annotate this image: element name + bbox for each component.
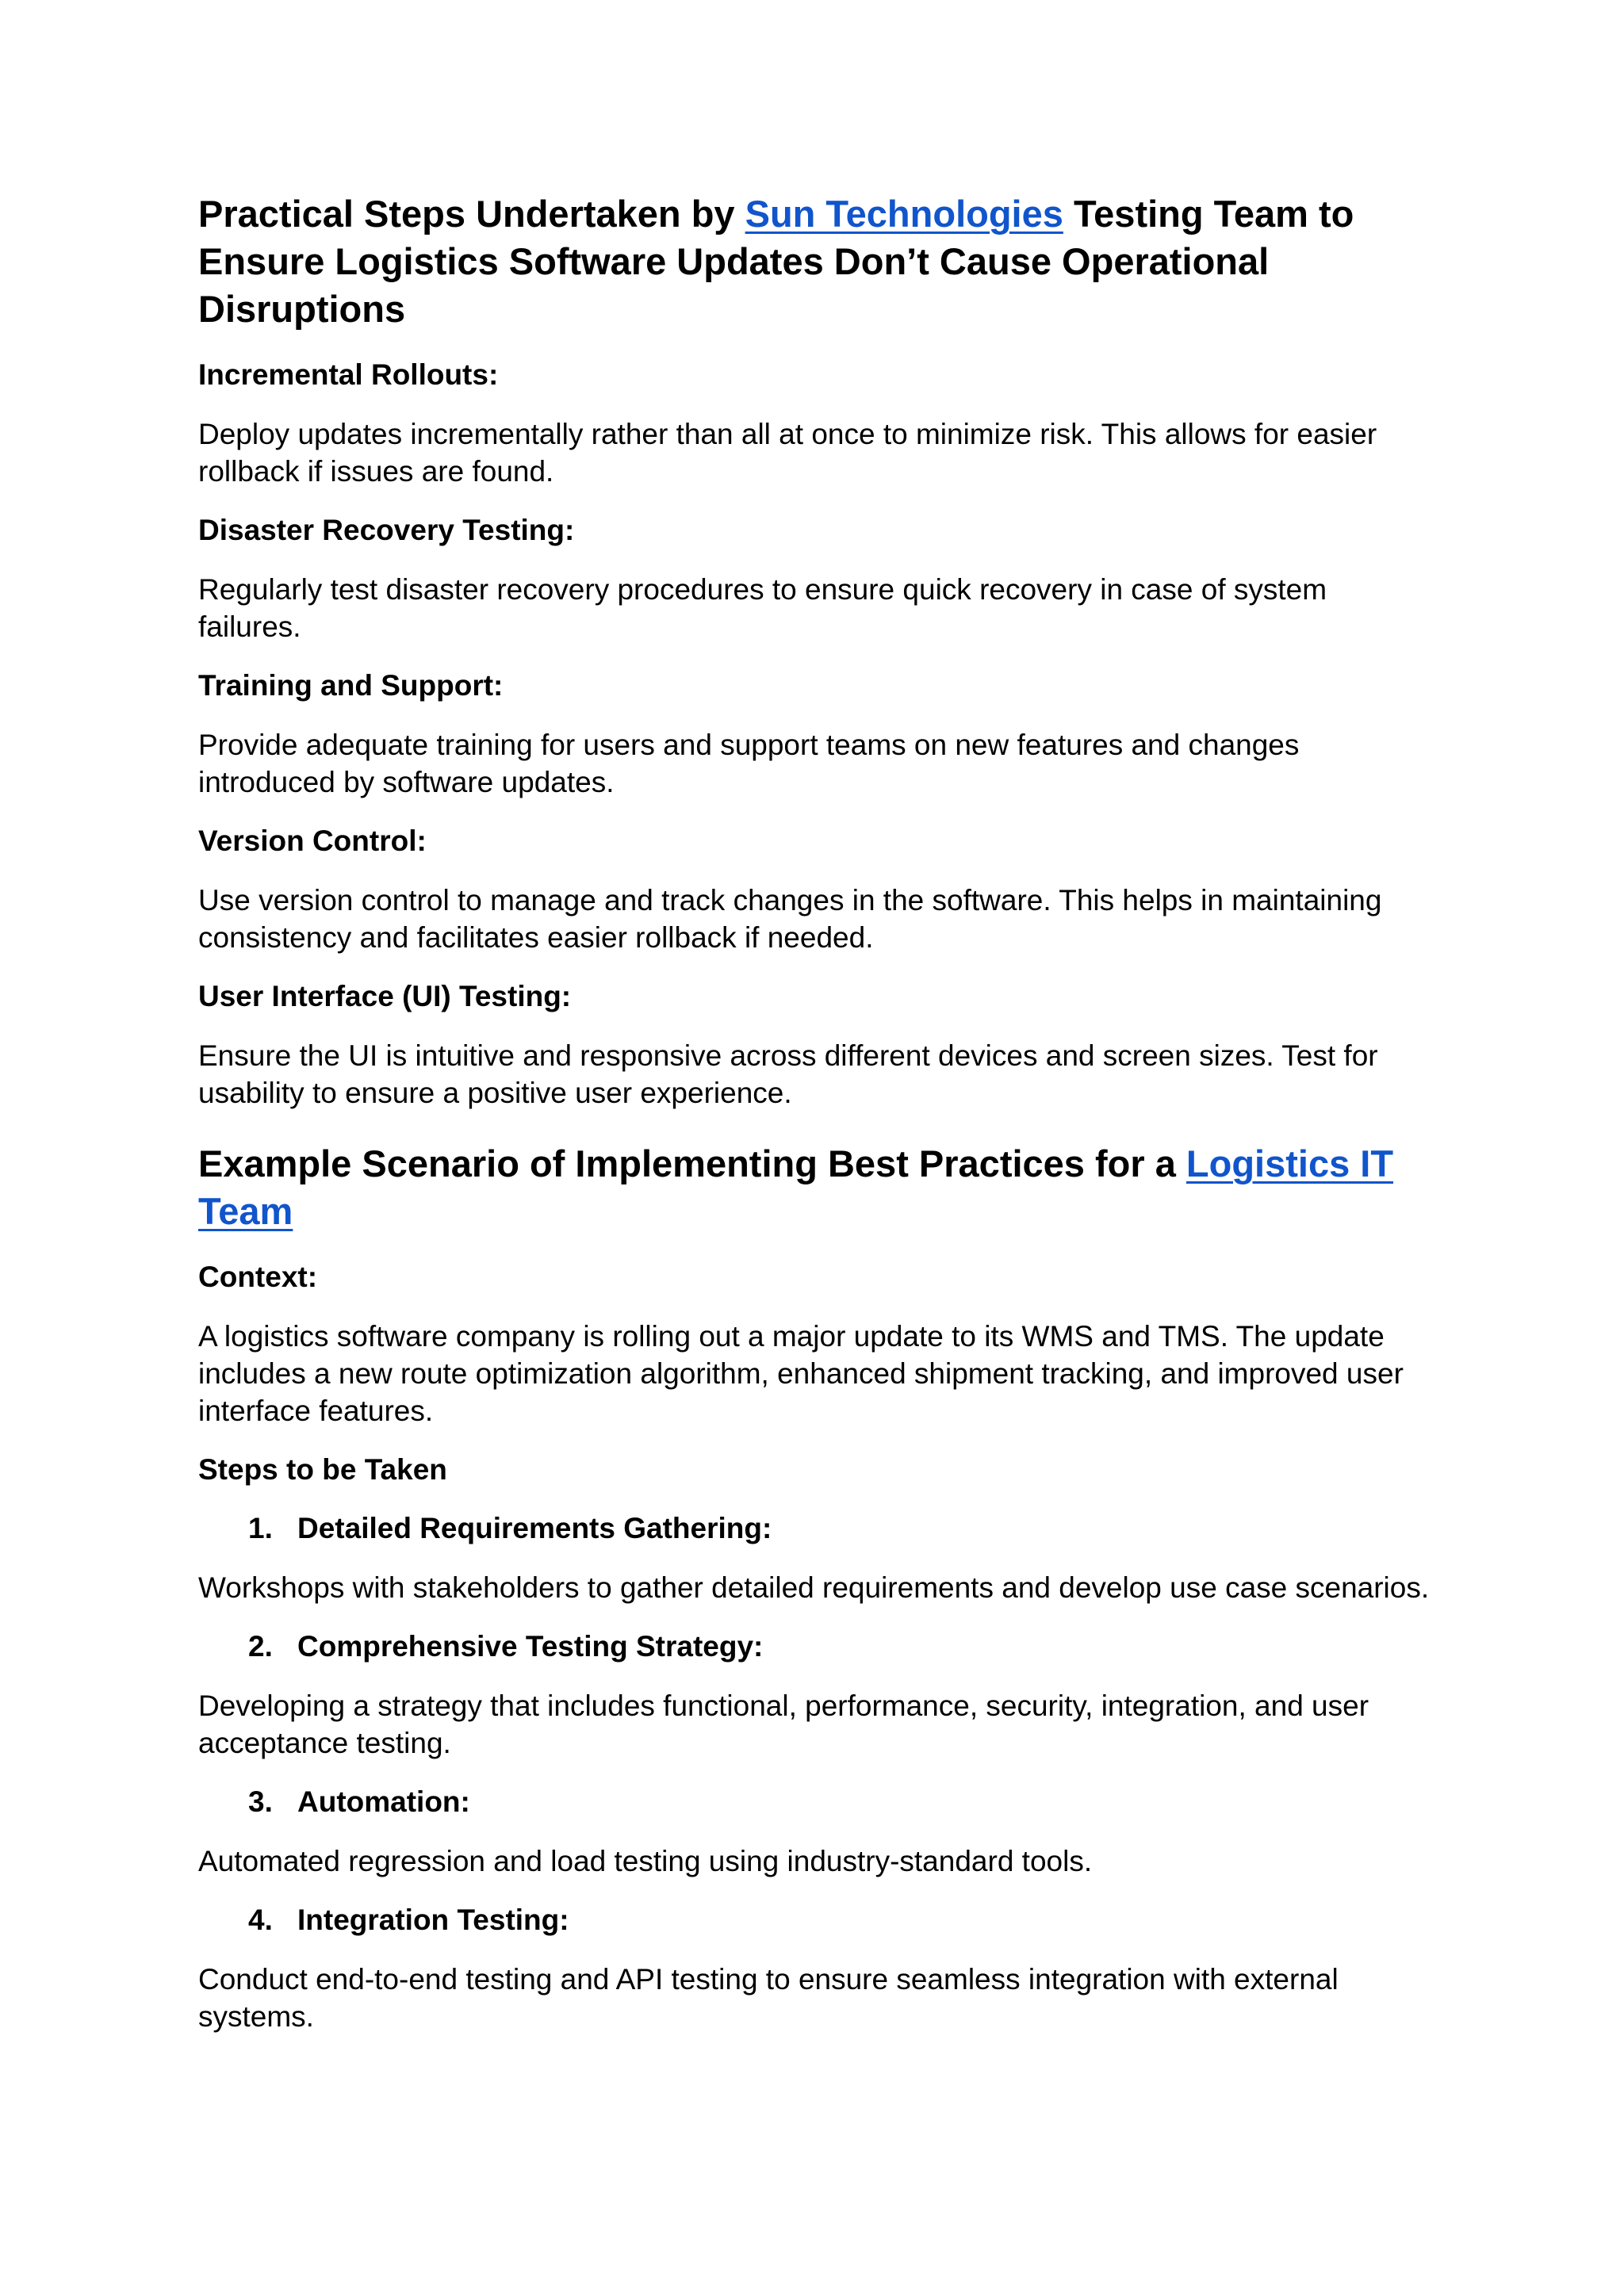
practice-body: Regularly test disaster recovery procedures to ensure quick recovery in case of system failures. xyxy=(198,573,1327,643)
practice-body: Deploy updates incrementally rather than all at once to minimize risk. This allows for easier rollback if issues are found. xyxy=(198,418,1377,488)
step-body: Automated regression and load testing using industry-standard tools. xyxy=(198,1845,1093,1877)
steps-title: Steps to be Taken xyxy=(198,1453,447,1486)
step-title: Detailed Requirements Gathering: xyxy=(297,1512,772,1544)
step-heading xyxy=(198,1510,1434,1547)
practice-body: Ensure the UI is intuitive and responsive across different devices and screen sizes. Test for usability to ensure a positive user experience. xyxy=(198,1039,1378,1109)
practice-title: Disaster Recovery Testing: xyxy=(198,514,575,546)
practice-title: Incremental Rollouts: xyxy=(198,358,499,391)
step-body: Developing a strategy that includes functional, performance, security, integration, and user acceptance testing. xyxy=(198,1689,1369,1759)
context-title: Context: xyxy=(198,1261,318,1293)
section-heading-example-scenario xyxy=(198,1140,1434,1235)
step-number: 1. xyxy=(248,1512,273,1544)
step-body: Workshops with stakeholders to gather detailed requirements and develop use case scenarios. xyxy=(198,1571,1430,1604)
practice-title: User Interface (UI) Testing: xyxy=(198,980,572,1012)
step-heading xyxy=(198,1628,1434,1665)
practice-title: Version Control: xyxy=(198,825,427,857)
practice-body: Use version control to manage and track changes in the software. This helps in maintaining consistency and facilitates easier rollback if needed. xyxy=(198,884,1382,954)
context-body: A logistics software company is rolling out a major update to its WMS and TMS. The update includes a new route optimization algorithm, enhanced shipment tracking, and improved user interface features. xyxy=(198,1320,1404,1427)
section-heading-practical-steps xyxy=(198,190,1434,333)
step-number: 2. xyxy=(248,1630,273,1663)
practice-title: Training and Support: xyxy=(198,669,504,702)
step-number: 4. xyxy=(248,1904,273,1936)
step-body: Conduct end-to-end testing and API testing to ensure seamless integration with external systems. xyxy=(198,1963,1339,2033)
step-title: Comprehensive Testing Strategy: xyxy=(297,1630,764,1663)
heading-text: Practical Steps Undertaken by xyxy=(198,193,745,235)
heading-text: Example Scenario of Implementing Best Practices for a xyxy=(198,1142,1186,1184)
step-heading xyxy=(198,1784,1434,1820)
step-title: Integration Testing: xyxy=(297,1904,569,1936)
heading-text: Testing Team to Ensure Logistics Software Updates Don’t Cause Operational Disruptions xyxy=(198,193,1354,330)
step-heading xyxy=(198,1902,1434,1938)
step-title: Automation: xyxy=(297,1785,470,1818)
logistics-it-team-link[interactable]: Logistics IT Team xyxy=(198,1142,1394,1232)
step-number: 3. xyxy=(248,1785,273,1818)
practice-body: Provide adequate training for users and support teams on new features and changes introduced by software updates. xyxy=(198,729,1300,798)
sun-technologies-link[interactable]: Sun Technologies xyxy=(745,193,1063,235)
